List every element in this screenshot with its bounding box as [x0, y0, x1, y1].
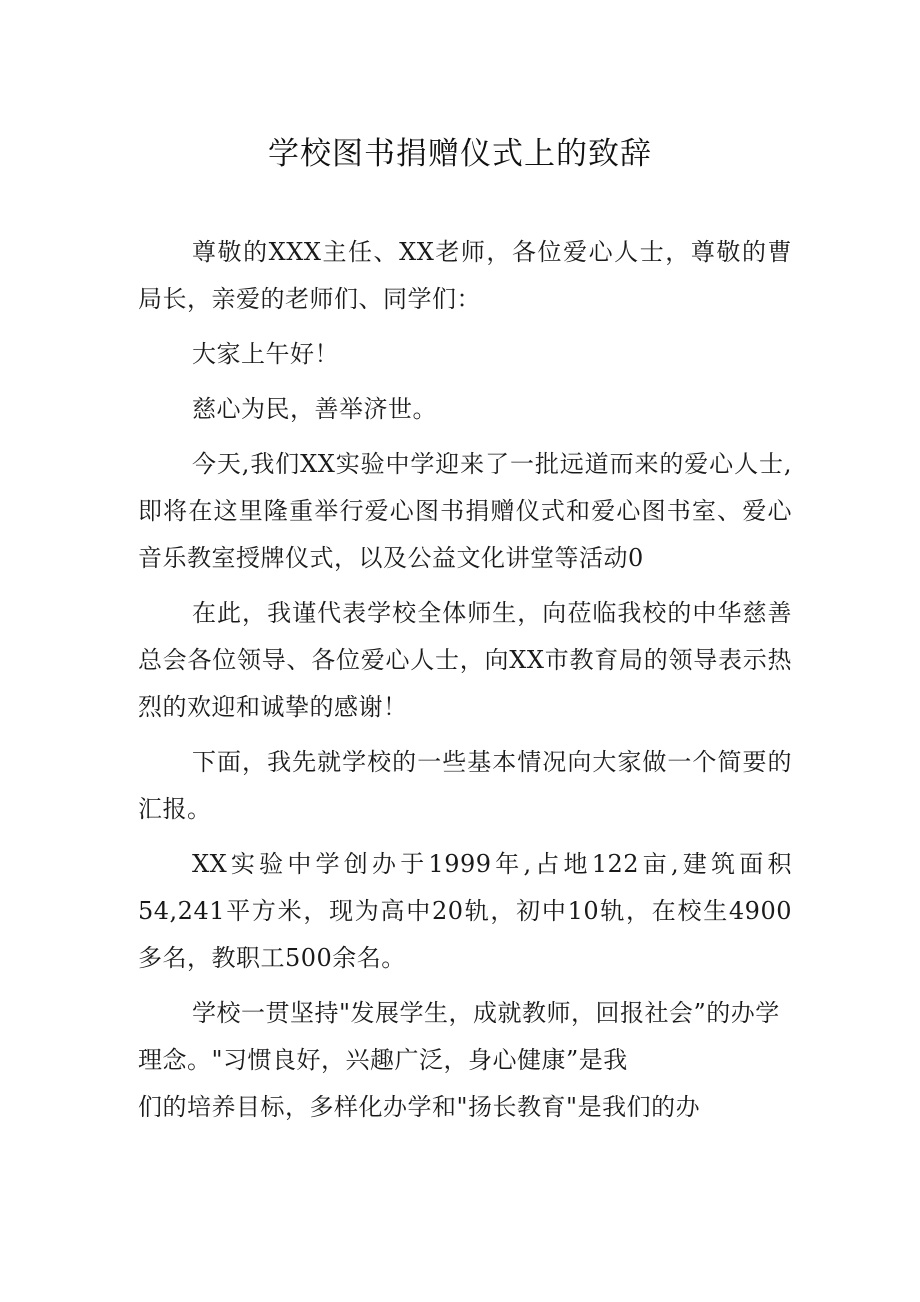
paragraph-salutation: 尊敬的XXX主任、XX老师，各位爱心人士，尊敬的曹局长，亲爱的老师们、同学们：	[138, 238, 792, 313]
philosophy-line-2: 们的培养目标，多样化办学和"扬长教育"是我们的办	[138, 1093, 701, 1121]
paragraph-event-intro: 今天,我们XX实验中学迎来了一批远道而来的爱心人士,即将在这里隆重举行爱心图书捐赠仪式和爱心图书室、爱心音乐教室授牌仪式，以及公益文化讲堂等活动0	[138, 450, 792, 572]
paragraph-report-intro: 下面，我先就学校的一些基本情况向大家做一个简要的汇报。	[138, 748, 792, 823]
paragraph-school-philosophy	[138, 990, 792, 1131]
document-body	[138, 229, 792, 1139]
paragraph-motto: 慈心为民，善举济世。	[192, 395, 437, 423]
paragraph-greeting: 大家上午好！	[192, 340, 339, 368]
paragraph-welcome-thanks: 在此，我谨代表学校全体师生，向莅临我校的中华慈善总会各位领导、各位爱心人士，向XX市教育局的领导表示热烈的欢迎和诚挚的感谢！	[138, 599, 792, 721]
philosophy-line-1: 学校一贯坚持"发展学生，成就教师，回报社会”的办学理念。"习惯良好，兴趣广泛，身心健康”是我	[138, 999, 780, 1074]
page-title: 学校图书捐赠仪式上的致辞	[268, 136, 652, 172]
paragraph-school-facts: XX实验中学创办于1999年,占地122亩,建筑面积54,241平方米，现为高中20轨，初中10轨，在校生4900多名，教职工500余名。	[138, 850, 792, 972]
